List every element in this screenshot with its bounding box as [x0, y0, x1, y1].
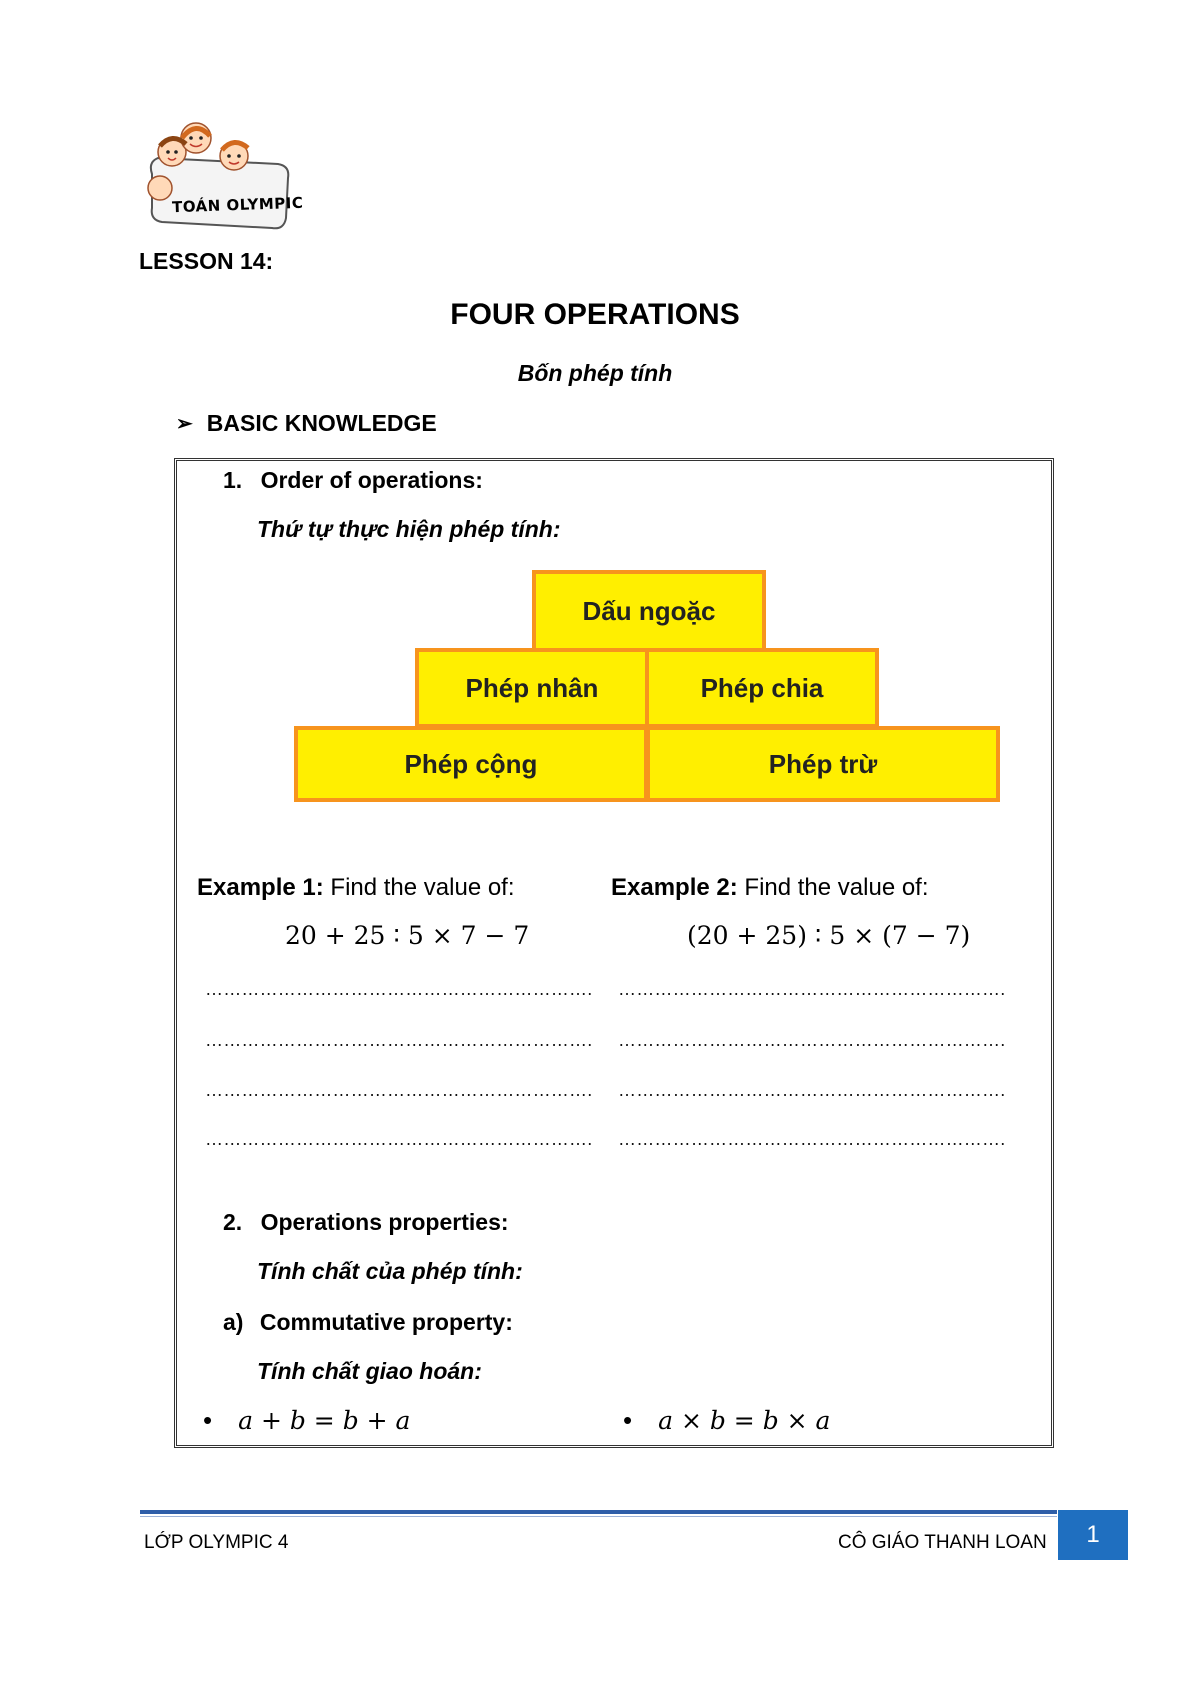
formula-multiplication-item [623, 1405, 830, 1436]
answer-line: ………………………………………………………. [618, 979, 1006, 999]
example-1-expression: 20 + 25 ∶ 5 × 7 − 7 [285, 921, 530, 950]
pyramid-top-brackets: Dấu ngoặc [532, 570, 766, 652]
answer-line: ………………………………………………………. [618, 1030, 1006, 1050]
arrow-bullet-icon: ➢ [176, 413, 193, 435]
properties-heading-number: 2. [223, 1209, 243, 1235]
lesson-label: LESSON 14: [139, 248, 274, 274]
bullet-icon: • [203, 1405, 213, 1435]
footer-divider-thin [140, 1516, 1057, 1517]
pyramid-subtraction: Phép trừ [646, 726, 1000, 802]
answer-line: ………………………………………………………. [205, 979, 593, 999]
example-1-prompt [197, 874, 515, 902]
formula-multiplication: 𝑎 × 𝑏 = 𝑏 × 𝑎 [658, 1406, 831, 1435]
properties-heading [223, 1209, 509, 1236]
footer-teacher-name: CÔ GIÁO THANH LOAN [838, 1532, 1047, 1553]
page-subtitle: Bốn phép tính [517, 360, 673, 386]
answer-line: ………………………………………………………. [618, 1129, 1006, 1149]
page-number: 1 [1058, 1510, 1128, 1560]
bullet-icon: • [623, 1405, 633, 1435]
example-2-label: Example 2: [611, 874, 738, 901]
example-1-label: Example 1: [197, 874, 324, 901]
commutative-heading-letter: a) [223, 1309, 244, 1335]
logo-text: TOÁN OLYMPIC [171, 193, 304, 217]
formula-addition: 𝑎 + 𝑏 = 𝑏 + 𝑎 [238, 1406, 411, 1435]
example-2-text: Find the value of: [737, 874, 929, 901]
order-heading [223, 467, 483, 494]
properties-heading-text: Operations properties: [260, 1209, 509, 1235]
properties-heading-vi: Tính chất của phép tính: [257, 1258, 523, 1284]
example-2-prompt [611, 874, 929, 902]
commutative-heading-vi: Tính chất giao hoán: [257, 1358, 482, 1384]
answer-line: ………………………………………………………. [205, 1030, 593, 1050]
kids-illustration [138, 122, 316, 240]
content-box [174, 458, 1054, 1448]
order-heading-text: Order of operations: [260, 467, 483, 493]
formula-addition-item [203, 1405, 410, 1436]
example-2-expression: (20 + 25) ∶ 5 × (7 − 7) [687, 921, 971, 950]
commutative-heading-text: Commutative property: [259, 1309, 513, 1335]
answer-line: ………………………………………………………. [205, 1129, 593, 1149]
order-heading-number: 1. [223, 467, 243, 493]
commutative-heading [223, 1309, 513, 1336]
answer-line: ………………………………………………………. [205, 1080, 593, 1100]
pyramid-multiplication: Phép nhân [415, 648, 649, 728]
example-1-text: Find the value of: [323, 874, 515, 901]
pyramid-division: Phép chia [645, 648, 879, 728]
answer-line: ………………………………………………………. [618, 1080, 1006, 1100]
order-heading-vi: Thứ tự thực hiện phép tính: [257, 516, 561, 542]
section-heading [176, 410, 437, 437]
footer-class-name: LỚP OLYMPIC 4 [144, 1532, 289, 1553]
section-title: BASIC KNOWLEDGE [206, 410, 437, 436]
logo [138, 122, 316, 240]
footer-divider [140, 1510, 1057, 1514]
page-title: FOUR OPERATIONS [450, 298, 740, 331]
pyramid-addition: Phép cộng [294, 726, 648, 802]
